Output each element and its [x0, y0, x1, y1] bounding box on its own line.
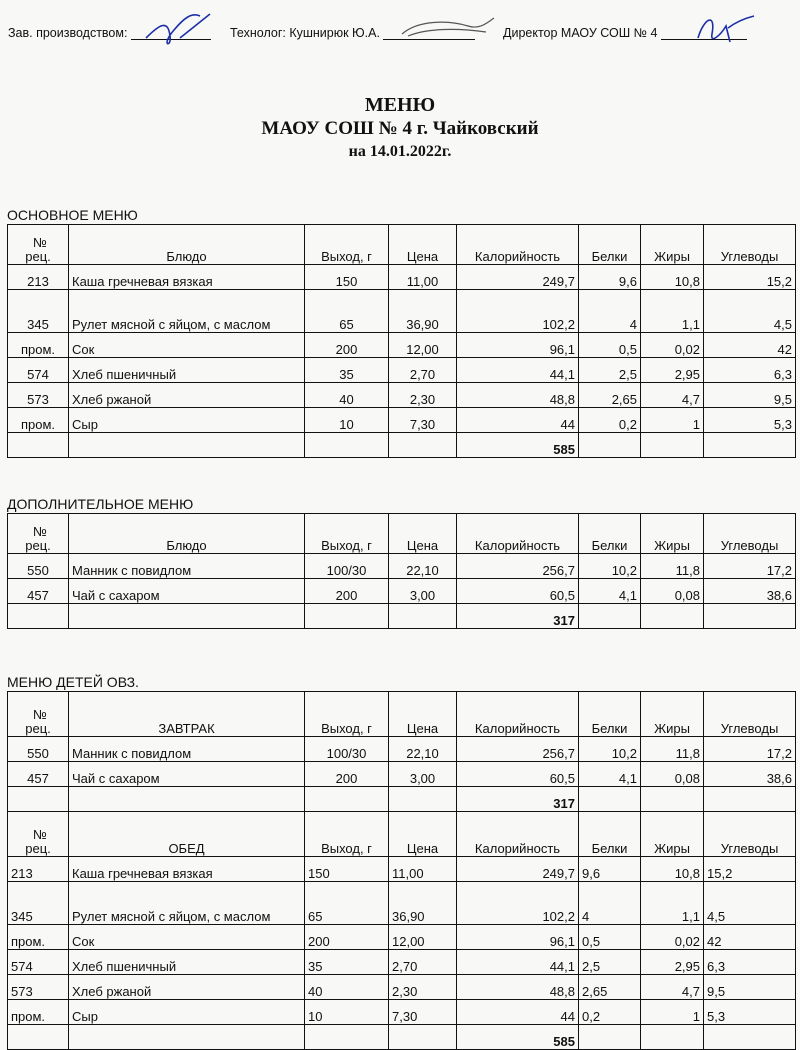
recipe-number: 345 [8, 882, 69, 925]
empty-cell [579, 433, 641, 458]
header-output: Выход, г [305, 692, 389, 737]
recipe-number: 345 [8, 290, 69, 333]
recipe-number: 457 [8, 762, 69, 787]
calories: 96,1 [457, 925, 579, 950]
header-calories: Калорийность [457, 225, 579, 265]
recipe-number: пром. [8, 925, 69, 950]
header-price: Цена [389, 692, 457, 737]
price: 22,10 [389, 737, 457, 762]
carbs: 6,3 [704, 358, 796, 383]
fat: 1,1 [641, 290, 704, 333]
price: 11,00 [389, 265, 457, 290]
calories: 102,2 [457, 290, 579, 333]
header-fat: Жиры [641, 514, 704, 554]
protein: 2,65 [579, 383, 641, 408]
header-num-symbol: № [33, 235, 47, 250]
calories: 44,1 [457, 950, 579, 975]
fat: 1 [641, 408, 704, 433]
table-row [8, 579, 796, 604]
technologist-signature-scribble [398, 14, 498, 42]
calories: 44 [457, 408, 579, 433]
protein: 4 [579, 290, 641, 333]
table-header-row [8, 692, 796, 737]
header-num-label: рец. [25, 721, 51, 736]
fat: 1 [641, 1000, 704, 1025]
price: 3,00 [389, 579, 457, 604]
table-row [8, 950, 796, 975]
carbs: 15,2 [704, 265, 796, 290]
price: 36,90 [389, 882, 457, 925]
dish-name: Хлеб пшеничный [69, 358, 305, 383]
table-row [8, 737, 796, 762]
output-grams: 65 [305, 290, 389, 333]
empty-cell [641, 433, 704, 458]
output-grams: 150 [305, 265, 389, 290]
dish-name: Сок [69, 333, 305, 358]
empty-cell [389, 433, 457, 458]
school-name: МАОУ СОШ № 4 г. Чайковский [261, 118, 539, 139]
ovz-menu-title: МЕНЮ ДЕТЕЙ ОВЗ. [7, 674, 139, 690]
recipe-number: 573 [8, 975, 69, 1000]
production-label: Зав. производством: [8, 26, 128, 40]
empty-cell [69, 433, 305, 458]
header-fat: Жиры [641, 692, 704, 737]
fat: 2,95 [641, 358, 704, 383]
carbs: 5,3 [704, 408, 796, 433]
empty-cell [8, 1025, 69, 1050]
table-row [8, 882, 796, 925]
fat: 4,7 [641, 975, 704, 1000]
protein: 4 [579, 882, 641, 925]
empty-cell [579, 787, 641, 812]
protein: 2,5 [579, 950, 641, 975]
protein: 9,6 [579, 857, 641, 882]
carbs: 6,3 [704, 950, 796, 975]
table-row [8, 925, 796, 950]
header-num-symbol: № [33, 707, 47, 722]
header-carbs: Углеводы [704, 225, 796, 265]
protein: 10,2 [579, 554, 641, 579]
recipe-number: пром. [8, 1000, 69, 1025]
fat: 4,7 [641, 383, 704, 408]
protein: 2,5 [579, 358, 641, 383]
empty-cell [704, 604, 796, 629]
carbs: 4,5 [704, 882, 796, 925]
price: 7,30 [389, 1000, 457, 1025]
protein: 0,5 [579, 925, 641, 950]
fat: 1,1 [641, 882, 704, 925]
calories: 256,7 [457, 737, 579, 762]
carbs: 42 [704, 925, 796, 950]
table-row [8, 1000, 796, 1025]
carbs: 42 [704, 333, 796, 358]
price: 2,70 [389, 950, 457, 975]
table-row [8, 333, 796, 358]
header-dish: ЗАВТРАК [69, 692, 305, 737]
recipe-number: пром. [8, 333, 69, 358]
total-calories: 317 [457, 787, 579, 812]
price: 11,00 [389, 857, 457, 882]
header-recipe-number [8, 225, 69, 265]
protein: 0,2 [579, 1000, 641, 1025]
total-calories: 585 [457, 1025, 579, 1050]
calories: 48,8 [457, 975, 579, 1000]
header-protein: Белки [579, 812, 641, 857]
header-recipe-number [8, 812, 69, 857]
carbs: 4,5 [704, 290, 796, 333]
header-price: Цена [389, 225, 457, 265]
protein: 4,1 [579, 579, 641, 604]
header-protein: Белки [579, 692, 641, 737]
protein: 0,5 [579, 333, 641, 358]
carbs: 38,6 [704, 762, 796, 787]
output-grams: 100/30 [305, 737, 389, 762]
recipe-number: 574 [8, 950, 69, 975]
fat: 0,08 [641, 579, 704, 604]
header-num-label: рец. [25, 841, 51, 856]
extra-menu-table [7, 513, 796, 629]
header-price: Цена [389, 514, 457, 554]
table-header-row [8, 225, 796, 265]
output-grams: 65 [305, 882, 389, 925]
protein: 2,65 [579, 975, 641, 1000]
calories: 249,7 [457, 857, 579, 882]
dish-name: Каша гречневая вязкая [69, 857, 305, 882]
empty-cell [305, 604, 389, 629]
output-grams: 10 [305, 408, 389, 433]
price: 22,10 [389, 554, 457, 579]
carbs: 15,2 [704, 857, 796, 882]
recipe-number: 213 [8, 265, 69, 290]
header-price: Цена [389, 812, 457, 857]
calories: 60,5 [457, 579, 579, 604]
empty-cell [305, 787, 389, 812]
price: 12,00 [389, 333, 457, 358]
calories: 256,7 [457, 554, 579, 579]
table-row [8, 857, 796, 882]
header-carbs: Углеводы [704, 812, 796, 857]
table-row [8, 265, 796, 290]
empty-cell [305, 433, 389, 458]
table-row [8, 290, 796, 333]
header-output: Выход, г [305, 812, 389, 857]
table-row [8, 554, 796, 579]
header-protein: Белки [579, 225, 641, 265]
carbs: 17,2 [704, 737, 796, 762]
empty-cell [8, 787, 69, 812]
price: 2,70 [389, 358, 457, 383]
carbs: 9,5 [704, 975, 796, 1000]
calories: 48,8 [457, 383, 579, 408]
empty-cell [305, 1025, 389, 1050]
empty-cell [8, 604, 69, 629]
recipe-number: 574 [8, 358, 69, 383]
table-header-row [8, 514, 796, 554]
dish-name: Хлеб ржаной [69, 975, 305, 1000]
protein: 0,2 [579, 408, 641, 433]
empty-cell [641, 787, 704, 812]
price: 7,30 [389, 408, 457, 433]
dish-name: Хлеб пшеничный [69, 950, 305, 975]
main-menu-title: ОСНОВНОЕ МЕНЮ [7, 207, 138, 223]
header-num-symbol: № [33, 524, 47, 539]
empty-cell [641, 604, 704, 629]
protein: 10,2 [579, 737, 641, 762]
carbs: 17,2 [704, 554, 796, 579]
empty-cell [69, 1025, 305, 1050]
calories: 249,7 [457, 265, 579, 290]
protein: 4,1 [579, 762, 641, 787]
recipe-number: 550 [8, 554, 69, 579]
fat: 0,08 [641, 762, 704, 787]
dish-name: Каша гречневая вязкая [69, 265, 305, 290]
output-grams: 35 [305, 358, 389, 383]
output-grams: 200 [305, 925, 389, 950]
empty-cell [389, 604, 457, 629]
recipe-number: 550 [8, 737, 69, 762]
table-row [8, 975, 796, 1000]
production-signature-scribble [140, 8, 220, 50]
total-row [8, 1025, 796, 1050]
calories: 44,1 [457, 358, 579, 383]
menu-date: на 14.01.2022г. [348, 143, 452, 160]
calories: 60,5 [457, 762, 579, 787]
dish-name: Манник с повидлом [69, 737, 305, 762]
header-fat: Жиры [641, 812, 704, 857]
price: 12,00 [389, 925, 457, 950]
empty-cell [389, 787, 457, 812]
dish-name: Сыр [69, 408, 305, 433]
total-row [8, 604, 796, 629]
director-signature-scribble [690, 8, 760, 48]
header-protein: Белки [579, 514, 641, 554]
technologist-label: Технолог: Кушнирюк Ю.А. [230, 26, 380, 40]
recipe-number: пром. [8, 408, 69, 433]
price: 3,00 [389, 762, 457, 787]
output-grams: 200 [305, 333, 389, 358]
header-calories: Калорийность [457, 514, 579, 554]
carbs: 38,6 [704, 579, 796, 604]
header-carbs: Углеводы [704, 514, 796, 554]
fat: 11,8 [641, 737, 704, 762]
output-grams: 150 [305, 857, 389, 882]
total-calories: 317 [457, 604, 579, 629]
page-title: МЕНЮ [364, 94, 436, 116]
director-label: Директор МАОУ СОШ № 4 [503, 26, 658, 40]
header-dish: ОБЕД [69, 812, 305, 857]
calories: 44 [457, 1000, 579, 1025]
header-carbs: Углеводы [704, 692, 796, 737]
table-row [8, 383, 796, 408]
header-calories: Калорийность [457, 692, 579, 737]
price: 2,30 [389, 383, 457, 408]
recipe-number: 457 [8, 579, 69, 604]
dish-name: Хлеб ржаной [69, 383, 305, 408]
output-grams: 100/30 [305, 554, 389, 579]
dish-name: Чай с сахаром [69, 579, 305, 604]
calories: 96,1 [457, 333, 579, 358]
table-row [8, 408, 796, 433]
empty-cell [389, 1025, 457, 1050]
recipe-number: 573 [8, 383, 69, 408]
empty-cell [579, 1025, 641, 1050]
table-row [8, 762, 796, 787]
dish-name: Сок [69, 925, 305, 950]
total-row [8, 787, 796, 812]
price: 2,30 [389, 975, 457, 1000]
dish-name: Рулет мясной с яйцом, с маслом [69, 882, 305, 925]
header-dish: Блюдо [69, 225, 305, 265]
empty-cell [8, 433, 69, 458]
empty-cell [704, 1025, 796, 1050]
header-calories: Калорийность [457, 812, 579, 857]
empty-cell [579, 604, 641, 629]
output-grams: 35 [305, 950, 389, 975]
empty-cell [641, 1025, 704, 1050]
fat: 0,02 [641, 925, 704, 950]
output-grams: 200 [305, 579, 389, 604]
empty-cell [704, 433, 796, 458]
dish-name: Рулет мясной с яйцом, с маслом [69, 290, 305, 333]
ovz-menu-table [7, 691, 796, 1050]
header-recipe-number [8, 692, 69, 737]
fat: 11,8 [641, 554, 704, 579]
header-num-label: рец. [25, 249, 51, 264]
empty-cell [69, 604, 305, 629]
main-menu-table [7, 224, 796, 458]
fat: 2,95 [641, 950, 704, 975]
header-recipe-number [8, 514, 69, 554]
table-row [8, 358, 796, 383]
total-calories: 585 [457, 433, 579, 458]
carbs: 5,3 [704, 1000, 796, 1025]
output-grams: 10 [305, 1000, 389, 1025]
dish-name: Сыр [69, 1000, 305, 1025]
price: 36,90 [389, 290, 457, 333]
header-fat: Жиры [641, 225, 704, 265]
header-num-label: рец. [25, 538, 51, 553]
fat: 0,02 [641, 333, 704, 358]
header-output: Выход, г [305, 514, 389, 554]
protein: 9,6 [579, 265, 641, 290]
empty-cell [69, 787, 305, 812]
header-dish: Блюдо [69, 514, 305, 554]
fat: 10,8 [641, 857, 704, 882]
dish-name: Чай с сахаром [69, 762, 305, 787]
output-grams: 40 [305, 975, 389, 1000]
header-output: Выход, г [305, 225, 389, 265]
total-row [8, 433, 796, 458]
table-header-row [8, 812, 796, 857]
fat: 10,8 [641, 265, 704, 290]
calories: 102,2 [457, 882, 579, 925]
extra-menu-title: ДОПОЛНИТЕЛЬНОЕ МЕНЮ [7, 496, 194, 512]
header-num-symbol: № [33, 827, 47, 842]
recipe-number: 213 [8, 857, 69, 882]
dish-name: Манник с повидлом [69, 554, 305, 579]
output-grams: 40 [305, 383, 389, 408]
output-grams: 200 [305, 762, 389, 787]
carbs: 9,5 [704, 383, 796, 408]
empty-cell [704, 787, 796, 812]
